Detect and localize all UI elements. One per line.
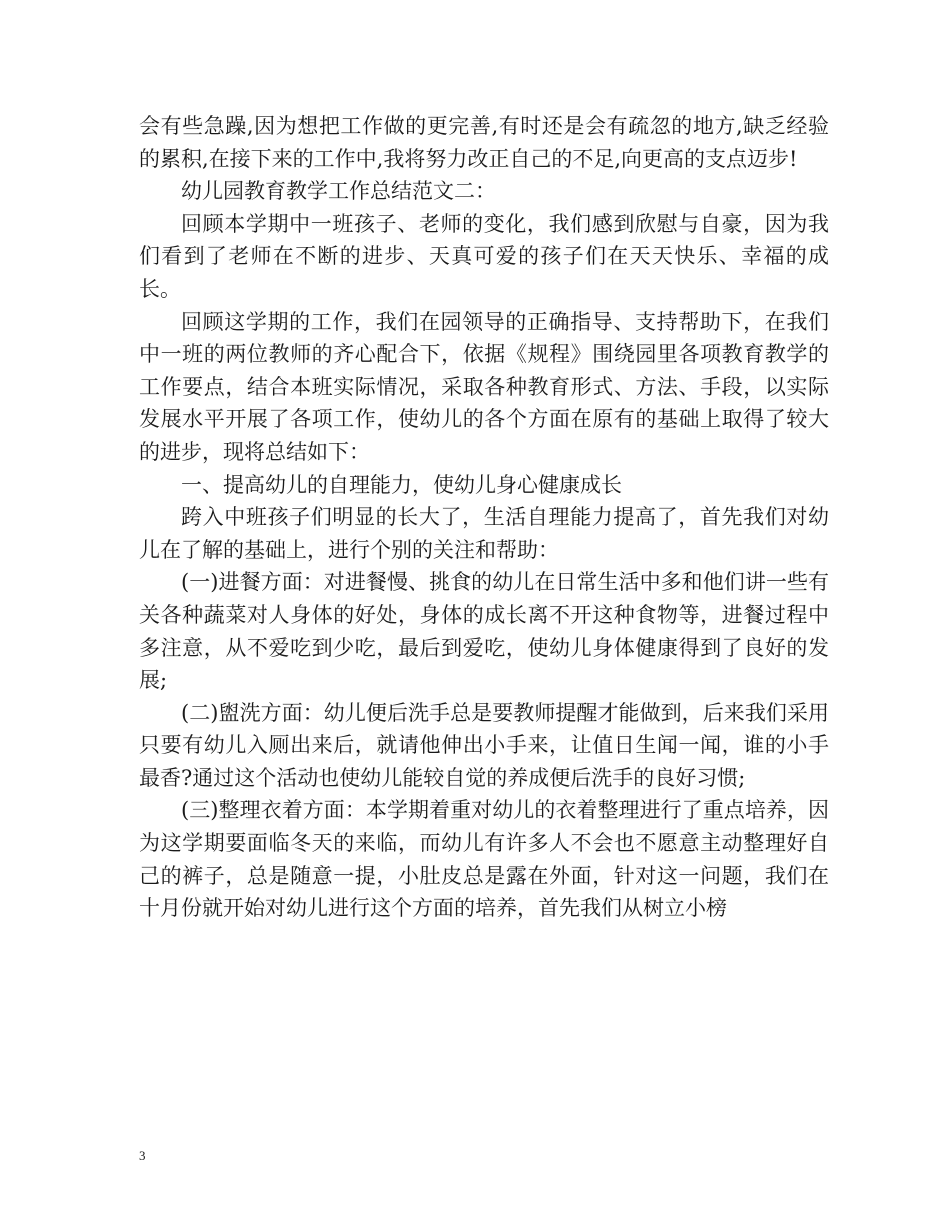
page-number: 3 <box>139 1148 146 1163</box>
paragraph-clothing: (三)整理衣着方面：本学期着重对幼儿的衣着整理进行了重点培养，因为这学期要面临冬天的来临，而幼儿有许多人不会也不愿意主动整理好自己的裤子，总是随意一提，小肚皮总是露在外面，针对这一问题，我们在十月份就开始对幼儿进行这个方面的培养，首先我们从树立小榜 <box>139 798 829 921</box>
paragraph-continuation: 会有些急躁,因为想把工作做的更完善,有时还是会有疏忽的地方,缺乏经验的累积,在接下来的工作中,我将努力改正自己的不足,向更高的支点迈步! <box>139 114 829 171</box>
paragraph-meals: (一)进餐方面：对进餐慢、挑食的幼儿在日常生活中多和他们讲一些有关各种蔬菜对人身体的好处，身体的成长离不开这种食物等，进餐过程中多注意，从不爱吃到少吃，最后到爱吃，使幼儿身体健康得到了良好的发展; <box>139 570 829 693</box>
paragraph-review-work: 回顾这学期的工作，我们在园领导的正确指导、支持帮助下，在我们中一班的两位教师的齐心配合下，依据《规程》围绕园里各项教育教学的工作要点，结合本班实际情况，采取各种教育形式、方法、手段，以实际发展水平开展了各项工作，使幼儿的各个方面在原有的基础上取得了较大的进步，现将总结如下： <box>139 309 829 464</box>
document-body <box>139 110 829 925</box>
paragraph-washing: (二)盥洗方面：幼儿便后洗手总是要教师提醒才能做到，后来我们采用只要有幼儿入厕出来后，就请他伸出小手来，让值日生闻一闻，谁的小手最香?通过这个活动也使幼儿能较自觉的养成便后洗手的良好习惯; <box>139 700 829 790</box>
paragraph-review-changes: 回顾本学期中一班孩子、老师的变化，我们感到欣慰与自豪，因为我们看到了老师在不断的进步、天真可爱的孩子们在天天快乐、幸福的成长。 <box>139 211 829 301</box>
section-heading-self-care: 一、提高幼儿的自理能力，使幼儿身心健康成长 <box>181 472 622 497</box>
paragraph-heading-example-two: 幼儿园教育教学工作总结范文二： <box>181 179 496 204</box>
paragraph-middle-class: 跨入中班孩子们明显的长大了，生活自理能力提高了，首先我们对幼儿在了解的基础上，进行个别的关注和帮助： <box>139 505 829 562</box>
